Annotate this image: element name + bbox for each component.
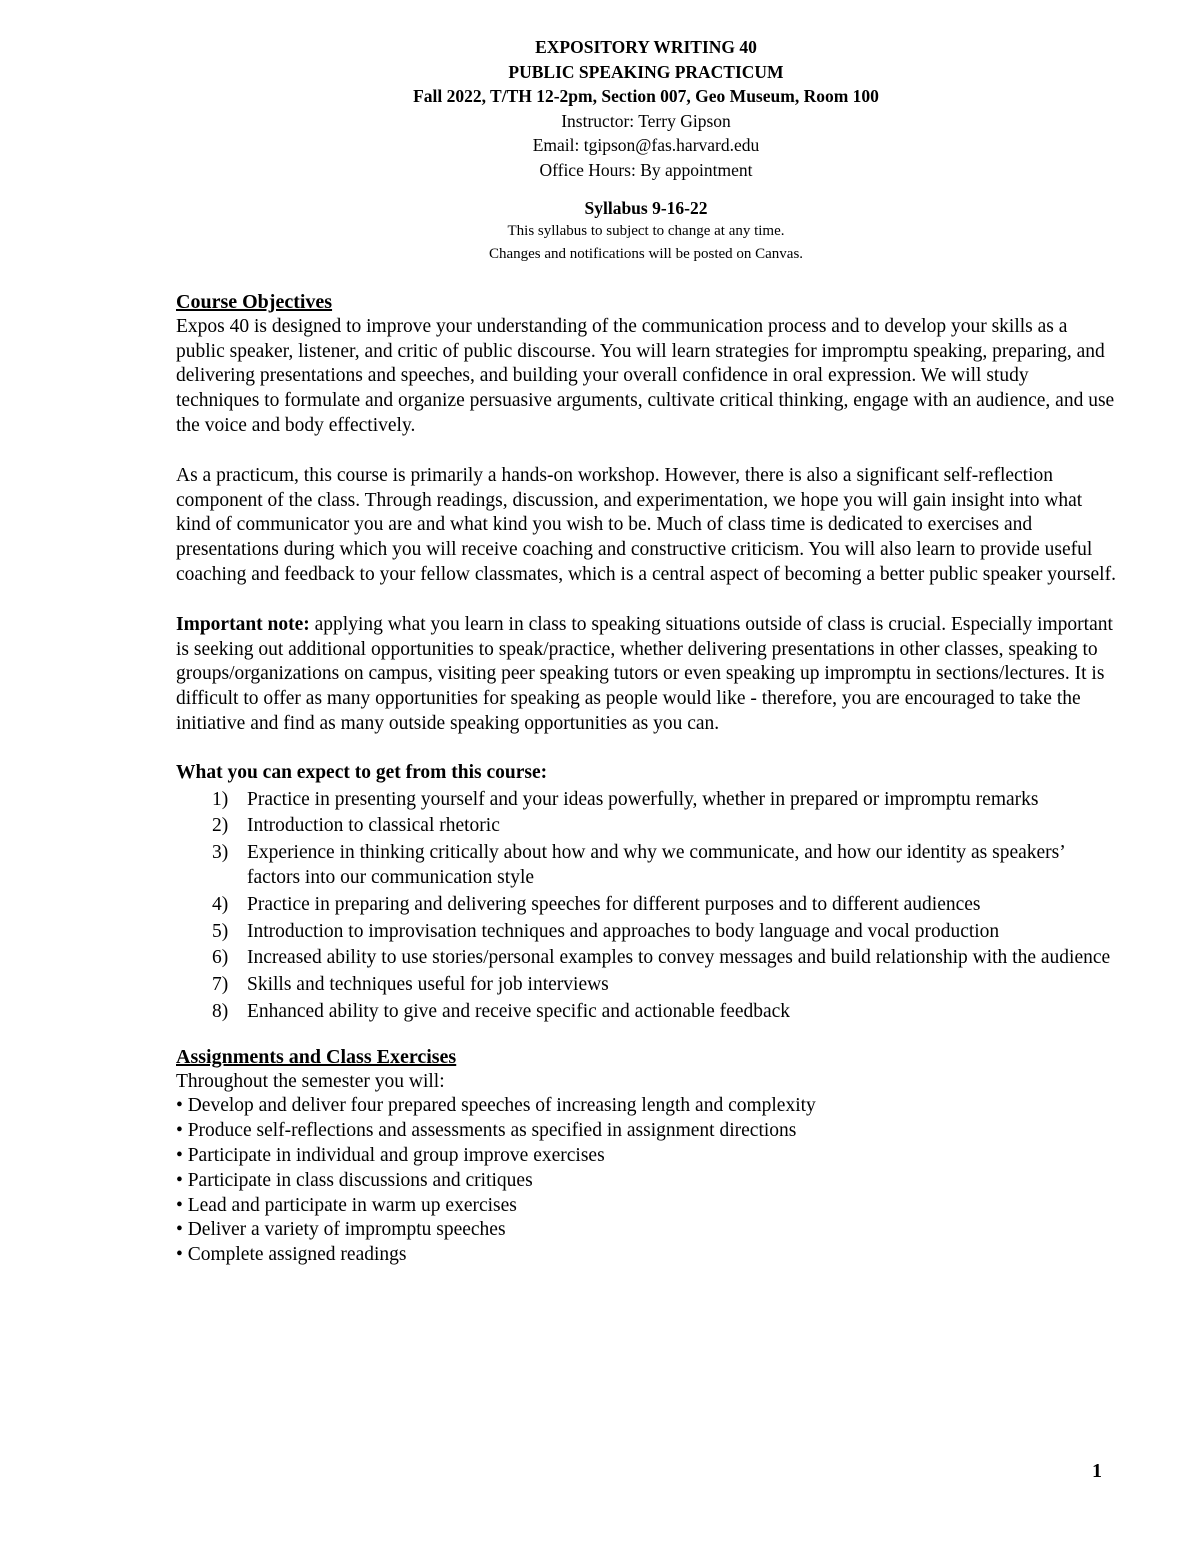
- list-item: 2) Introduction to classical rhetoric: [212, 815, 500, 837]
- course-schedule: Fall 2022, T/TH 12-2pm, Section 007, Geo Museum, Room 100: [413, 86, 879, 106]
- syllabus-note-1: This syllabus to subject to change at any time.: [507, 223, 785, 239]
- assignments-list: [176, 1094, 1116, 1268]
- course-title: PUBLIC SPEAKING PRACTICUM: [508, 61, 784, 82]
- instructor-line: Instructor: Terry Gipson: [561, 110, 731, 131]
- syllabus-title: Syllabus 9-16-22: [584, 198, 708, 218]
- objectives-paragraph-1: Expos 40 is designed to improve your understanding of the communication process and to develop your skills as a public speaker, listener, and critic of public discourse. You will learn strategies for impromptu speaking, preparing, and delivering presentations and speeches, and building your overall confidence in oral expression. We will study techniques to formulate and organize persuasive arguments, cultivate critical thinking, engage with an audience, and use the voice and body effectively.: [176, 315, 1115, 436]
- list-item: 8) Enhanced ability to give and receive specific and actionable feedback: [212, 1000, 791, 1022]
- list-item: • Deliver a variety of impromptu speeches: [176, 1219, 506, 1241]
- list-item: • Participate in individual and group improve exercises: [176, 1144, 605, 1166]
- important-note-label: Important note:: [176, 613, 310, 635]
- office-hours-line: Office Hours: By appointment: [539, 159, 753, 180]
- assignments-intro: Throughout the semester you will:: [176, 1070, 445, 1092]
- assignments-heading: Assignments and Class Exercises: [176, 1045, 457, 1068]
- list-item: 3) Experience in thinking critically about how and why we communicate, and how our identity as speakers’ factors into our communication style: [212, 842, 1065, 888]
- important-note-text: applying what you learn in class to speaking situations outside of class is crucial. Especially important is seeking out additional opportunities to speak/practice, whether delivering presentations in other classes, speaking to groups/organizations on campus, visiting peer speaking tutors or even speaking up impromptu in sections/lectures. It is difficult to offer as many opportunities for speaking as people would like - therefore, you are encouraged to take the initiative and find as many outside speaking opportunities as you can.: [176, 613, 1113, 734]
- list-item: • Produce self-reflections and assessments as specified in assignment directions: [176, 1120, 797, 1142]
- expectations-heading: What you can expect to get from this course:: [176, 761, 548, 783]
- list-item: 5) Introduction to improvisation techniques and approaches to body language and vocal production: [212, 920, 1000, 942]
- document-header: [176, 35, 1116, 266]
- important-note-paragraph: [176, 613, 1116, 737]
- list-item: 7) Skills and techniques useful for job interviews: [212, 974, 609, 996]
- document-page: [176, 35, 1116, 1268]
- list-item: • Participate in class discussions and critiques: [176, 1169, 533, 1191]
- list-item: • Complete assigned readings: [176, 1244, 407, 1266]
- email-line: Email: tgipson@fas.harvard.edu: [532, 135, 760, 155]
- list-item: • Lead and participate in warm up exercises: [176, 1194, 517, 1216]
- objectives-paragraph-2: As a practicum, this course is primarily a hands-on workshop. However, there is also a significant self-reflection component of the class. Through readings, discussion, and experimentation, we hope you will gain insight into what kind of communicator you are and what kind you wish to be. Much of class time is dedicated to exercises and presentations during which you will receive coaching and constructive criticism. You will also learn to provide useful coaching and feedback to your fellow classmates, which is a central aspect of becoming a better public speaker yourself.: [176, 464, 1116, 585]
- expectations-list: [176, 788, 1116, 1025]
- list-item: • Develop and deliver four prepared speeches of increasing length and complexity: [176, 1095, 816, 1117]
- list-item: 1) Practice in presenting yourself and your ideas powerfully, whether in prepared or impromptu remarks: [212, 788, 1039, 810]
- course-code: EXPOSITORY WRITING 40: [535, 37, 757, 57]
- course-objectives-heading: Course Objectives: [176, 291, 333, 313]
- list-item: 4) Practice in preparing and delivering speeches for different purposes and to different audiences: [212, 893, 981, 915]
- list-item: 6) Increased ability to use stories/personal examples to convey messages and build relationship with the audience: [212, 947, 1111, 969]
- syllabus-note-2: Changes and notifications will be posted on Canvas.: [488, 246, 804, 262]
- page-number: 1: [1092, 1460, 1102, 1482]
